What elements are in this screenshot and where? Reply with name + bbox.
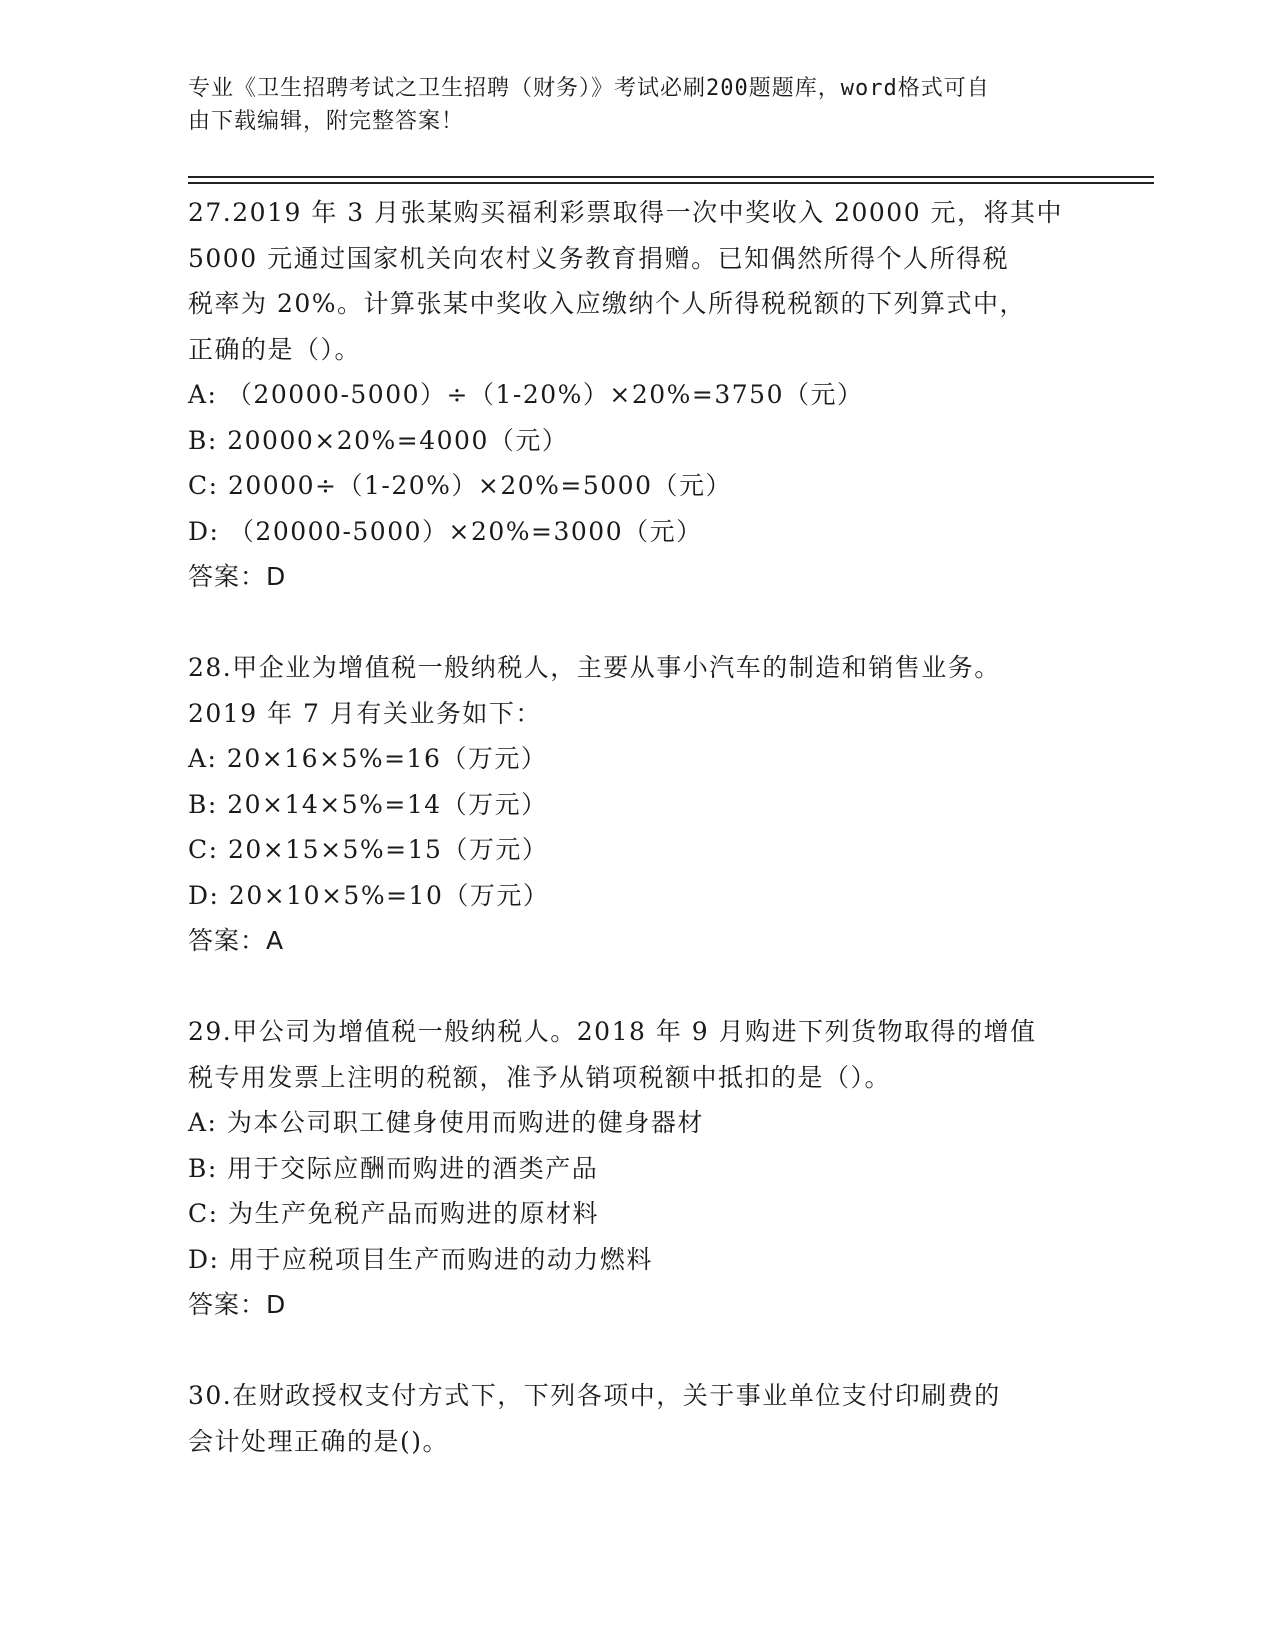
question-text-line: 税专用发票上注明的税额，准予从销项税额中抵扣的是（）。 [188,1062,892,1092]
answer: 答案：D [188,562,287,591]
spacer [188,600,1088,646]
question-27 [188,190,1088,600]
answer: 答案：A [188,926,285,955]
question-text-line: 税率为 20%。计算张某中奖收入应缴纳个人所得税税额的下列算式中， [188,289,1027,318]
question-text-line: 2019 年 7 月有关业务如下： [188,698,542,728]
header-line-2: 由下载编辑，附完整答案！ [188,109,465,134]
question-text-line: 29.甲公司为增值税一般纳税人。2018 年 9 月购进下列货物取得的增值 [188,1017,1037,1046]
question-list [188,190,1088,1464]
question-text-line: 正确的是（）。 [188,334,362,364]
spacer [188,964,1088,1010]
question-text-line: 30.在财政授权支付方式下，下列各项中，关于事业单位支付印刷费的 [188,1381,1001,1410]
spacer [188,1328,1088,1374]
question-30 [188,1373,1088,1464]
option-b: B: 20×14×5%=14（万元） [188,789,548,819]
option-a: A: 为本公司职工健身使用而购进的健身器材 [188,1108,704,1137]
question-text-line: 27.2019 年 3 月张某购买福利彩票取得一次中奖收入 20000 元，将其中 [188,198,1064,227]
question-29 [188,1009,1088,1328]
header-rule-top [188,176,1154,178]
question-28 [188,645,1088,964]
option-d: D: 20×10×5%=10（万元） [188,880,550,910]
option-a: A: 20×16×5%=16（万元） [188,744,548,773]
option-c: C: 为生产免税产品而购进的原材料 [188,1199,599,1228]
option-c: C: 20×15×5%=15（万元） [188,835,549,864]
document-header [188,72,1088,138]
header-line-1: 专业《卫生招聘考试之卫生招聘（财务）》考试必刷200题题库，word格式可自 [188,76,990,101]
option-d: D: 用于应税项目生产而购进的动力燃料 [188,1244,653,1274]
option-a: A: （20000-5000）÷（1-20%）×20%=3750（元） [188,380,864,409]
option-b: B: 用于交际应酬而购进的酒类产品 [188,1153,599,1183]
option-b: B: 20000×20%=4000（元） [188,425,569,455]
question-text-line: 会计处理正确的是()。 [188,1426,450,1456]
header-rule-bottom [188,182,1154,184]
question-text-line: 28.甲企业为增值税一般纳税人，主要从事小汽车的制造和销售业务。 [188,653,1001,682]
question-text-line: 5000 元通过国家机关向农村义务教育捐赠。已知偶然所得个人所得税 [188,243,1010,273]
option-d: D: （20000-5000）×20%=3000（元） [188,516,703,546]
option-c: C: 20000÷（1-20%）×20%=5000（元） [188,471,732,500]
answer: 答案：D [188,1290,287,1319]
